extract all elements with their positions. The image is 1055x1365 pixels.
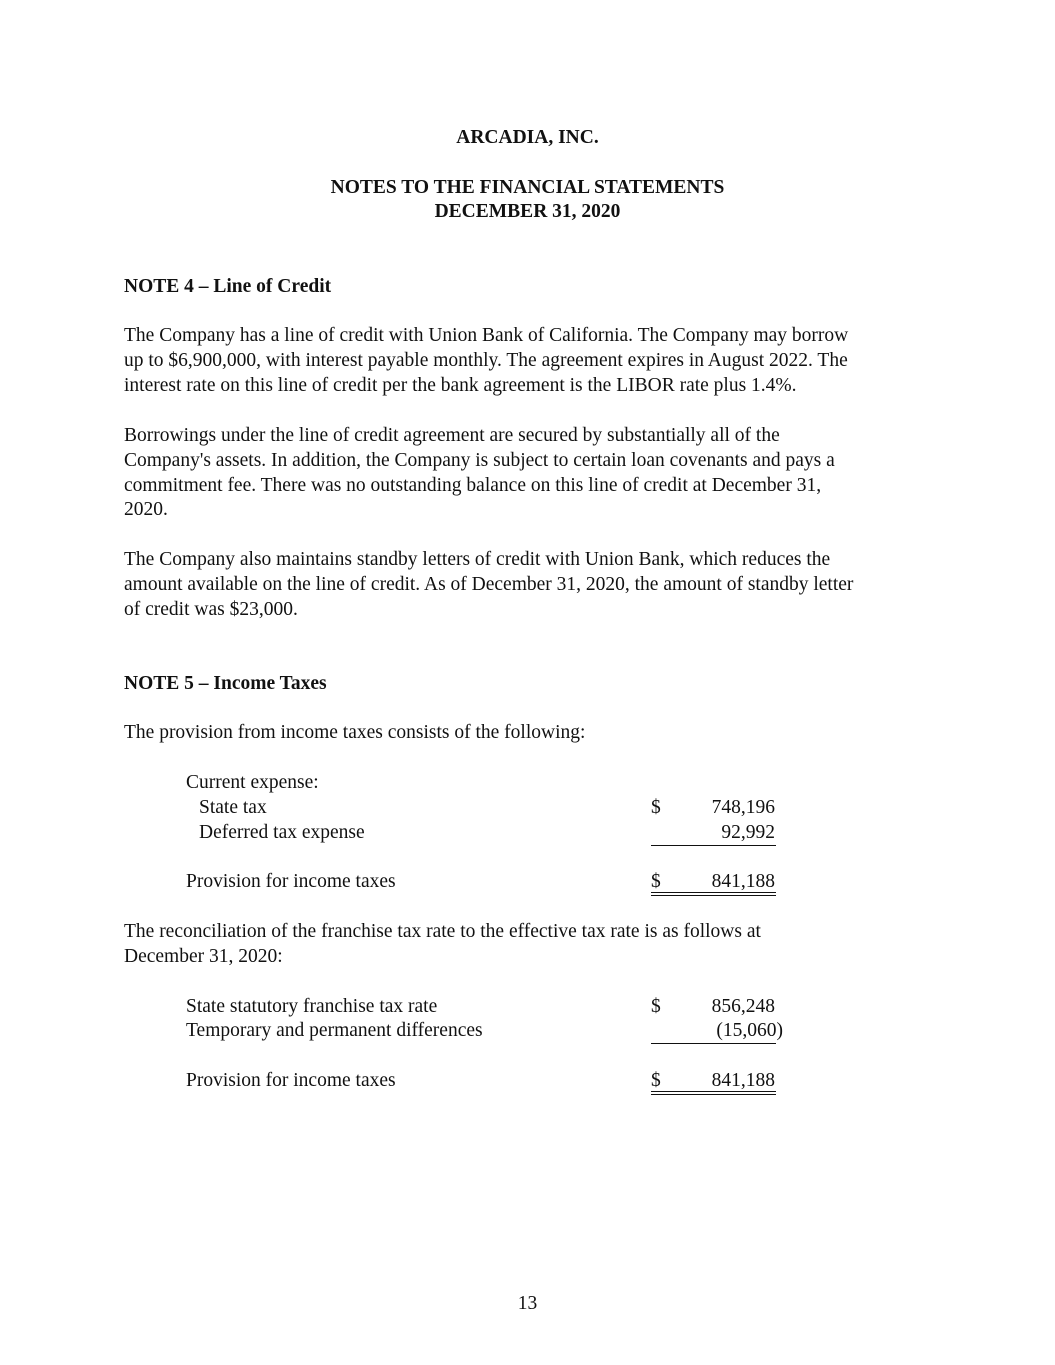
note5-heading: NOTE 5 – Income Taxes: [124, 673, 327, 694]
table2-subtotal-rule: [651, 1043, 776, 1044]
table1-total-currency: $: [651, 871, 661, 892]
table1-total-amount: 841,188: [711, 871, 775, 892]
table1-total-label: Provision for income taxes: [186, 871, 396, 892]
table1-row-amount: 92,992: [721, 822, 775, 843]
table2-row-amount: 856,248: [711, 996, 775, 1017]
note4-paragraph3-line: amount available on the line of credit. As of December 31, 2020, the amount of standby letter: [124, 574, 854, 595]
note5-intro: The provision from income taxes consists of the following:: [124, 722, 586, 743]
note4-paragraph2-line: Company's assets. In addition, the Company is subject to certain loan covenants and pays a: [124, 450, 835, 471]
table2-total-double-rule: [651, 1091, 776, 1095]
note4-paragraph2-line: commitment fee. There was no outstanding balance on this line of credit at December 31,: [124, 475, 822, 496]
note4-paragraph1-line: The Company has a line of credit with Union Bank of California. The Company may borrow: [124, 325, 849, 346]
table2-row-currency: $: [651, 996, 661, 1017]
document-title: NOTES TO THE FINANCIAL STATEMENTS: [330, 177, 725, 198]
reconciliation-intro-line: December 31, 2020:: [124, 946, 283, 967]
document-date: DECEMBER 31, 2020: [434, 201, 621, 222]
note4-paragraph3-line: The Company also maintains standby letters of credit with Union Bank, which reduces the: [124, 549, 831, 570]
table2-row-label: State statutory franchise tax rate: [186, 996, 438, 1017]
table1-row-amount: 748,196: [711, 797, 775, 818]
page-number: 13: [517, 1293, 538, 1314]
note4-paragraph1-line: interest rate on this line of credit per the bank agreement is the LIBOR rate plus 1.4%.: [124, 375, 797, 396]
table1-row-currency: $: [651, 797, 661, 818]
note4-paragraph2-line: Borrowings under the line of credit agreement are secured by substantially all of the: [124, 425, 780, 446]
note4-heading: NOTE 4 – Line of Credit: [124, 276, 332, 297]
table2-total-currency: $: [651, 1070, 661, 1091]
table2-row-label: Temporary and permanent differences: [186, 1020, 483, 1041]
table2-total-amount: 841,188: [711, 1070, 775, 1091]
table1-row-label: State tax: [199, 797, 267, 818]
table1-subtotal-rule: [651, 845, 776, 846]
company-name: ARCADIA, INC.: [456, 127, 599, 148]
table2-row-amount: (15,060): [716, 1020, 783, 1041]
table1-total-double-rule: [651, 892, 776, 896]
table2-total-label: Provision for income taxes: [186, 1070, 396, 1091]
reconciliation-intro-line: The reconciliation of the franchise tax rate to the effective tax rate is as follows at: [124, 921, 761, 942]
table1-row-label: Deferred tax expense: [199, 822, 365, 843]
note4-paragraph1-line: up to $6,900,000, with interest payable monthly. The agreement expires in August 2022. The: [124, 350, 848, 371]
note4-paragraph2-line: 2020.: [124, 499, 168, 520]
note4-paragraph3-line: of credit was $23,000.: [124, 599, 298, 620]
table1-section-label: Current expense:: [186, 772, 319, 793]
